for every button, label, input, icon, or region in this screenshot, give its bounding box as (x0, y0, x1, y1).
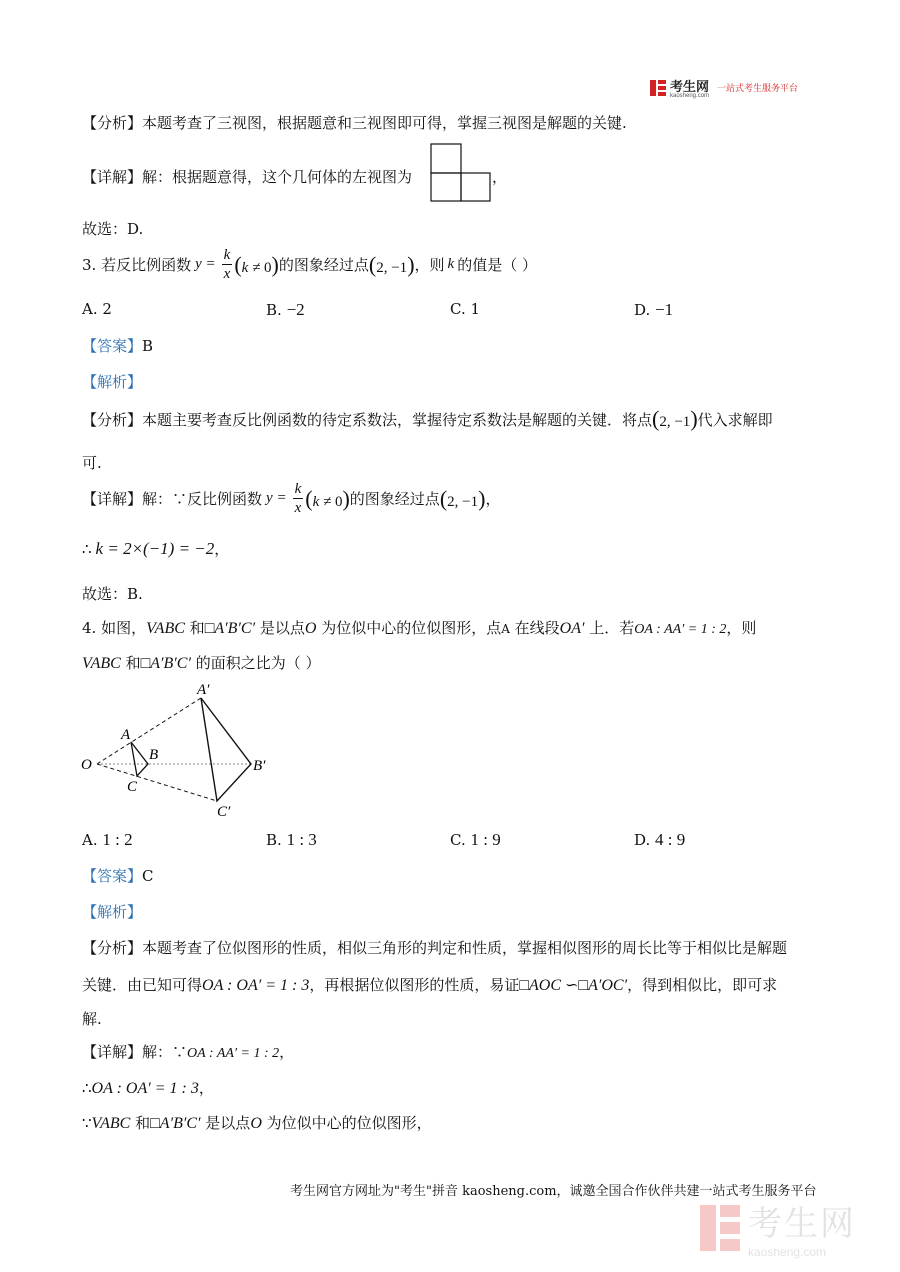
q3-func: y = (195, 256, 216, 272)
q4-option-a-letter: A. (82, 831, 98, 849)
header-slogan: 一站式考生服务平台 (717, 84, 799, 94)
ray-o-c2 (97, 764, 217, 801)
q3-analysis-2: 可. (82, 454, 102, 472)
triangle-a2b2c2-shape (201, 698, 251, 801)
q4-detail-2a: ∴ (82, 1079, 92, 1097)
q4-answer-value: C (142, 867, 154, 885)
q3-option-b-letter: B. (266, 301, 282, 319)
q3-choice: 故选：B. (82, 585, 143, 603)
q3-stem-c: ，则 (414, 256, 445, 274)
triangle-abc-shape (131, 742, 148, 776)
q2-detail (82, 166, 412, 187)
q4-option-b-letter: B. (266, 831, 282, 849)
q3-detail-func: y = (266, 490, 287, 506)
q4-detail-1c: ， (279, 1043, 295, 1061)
q4-triangle-abc: VABC (146, 620, 185, 637)
q4-segment-oa2: OA′ (559, 620, 585, 637)
logo-subtext: kaosheng.com (670, 93, 710, 99)
left-view-figure (430, 143, 492, 203)
q4-option-a-value: 1 : 2 (102, 830, 133, 849)
label-b: B (149, 747, 159, 763)
q4-stem-1i: 在线段 (509, 619, 560, 637)
left-view-bottom-left-square (431, 173, 461, 201)
q4-stem-1g: 为位似中心的位似图形，点 (316, 619, 502, 637)
q3-detail-line (82, 480, 500, 517)
q4-stem-2b: 和 (120, 654, 141, 672)
q4-option-c-letter: C. (450, 831, 466, 849)
q4-analysis-2d: □AOC ∽□A′OC′ (519, 977, 628, 994)
q3-point: (2, −1) (368, 251, 415, 277)
q4-analysis-2a: 关键．由已知可得 (82, 976, 203, 994)
q4-option-d (634, 830, 685, 850)
q4-detail-line3 (82, 1112, 432, 1133)
q3-step-tail: ， (214, 540, 230, 558)
q4-point-a: A (501, 622, 510, 636)
q4-analysis-line2 (82, 974, 777, 995)
q3-option-b-value: −2 (286, 300, 305, 319)
q4-option-b-value: 1 : 3 (286, 830, 317, 849)
q4-detail-line1 (82, 1041, 294, 1062)
q3-detail-c: ， (485, 490, 501, 508)
q3-analysis-1b: 代入求解即 (697, 410, 773, 429)
label-a: A (121, 727, 131, 743)
q3-fraction: $\frac{k}{x}$ (223, 247, 231, 282)
label-c: C (127, 779, 138, 795)
q4-option-b (266, 830, 317, 850)
q3-detail-condition: (k ≠ 0) (305, 485, 350, 511)
q3-detail-a: 【详解】解：∵反比例函数 (82, 490, 263, 508)
q3-analysis-line1 (82, 406, 773, 432)
q4-homothety-figure (75, 678, 275, 820)
q4-stem-2c: □A′B′C′ (140, 655, 191, 672)
q4-stem-1c: 和 (184, 619, 205, 637)
q4-analysis-2b: OA : OA′ = 1 : 3 (202, 977, 310, 994)
q4-parse-tag: 【解析】 (82, 903, 143, 921)
q4-detail-1b: OA : AA′ = 1 : 2 (187, 1046, 280, 1061)
q4-stem-1k: 上．若 (584, 619, 635, 637)
q4-stem-2d: 的面积之比为（ ） (190, 654, 321, 672)
q4-detail-3b: VABC (91, 1115, 131, 1132)
q4-detail-line2 (82, 1077, 214, 1098)
q4-detail-3f: O (250, 1115, 262, 1132)
q3-parse-tag: 【解析】 (82, 373, 143, 391)
q2-analysis: 【分析】本题考查了三视图，根据题意和三视图即可得，掌握三视图是解题的关键. (82, 114, 627, 132)
label-o: O (81, 757, 92, 773)
q3-detail-fraction: $\frac{k}{x}$ (294, 481, 302, 516)
q3-answer (82, 335, 153, 356)
q2-detail-suffix: ， (492, 168, 508, 186)
q3-analysis-1: 【分析】本题主要考查反比例函数的待定系数法，掌握待定系数法是解题的关键．将点 (82, 410, 653, 429)
q4-option-c-value: 1 : 9 (470, 830, 501, 849)
q4-detail-1a: 【详解】解：∵ (82, 1043, 188, 1061)
q4-analysis-3: 解. (82, 1010, 102, 1028)
q3-option-d-letter: D. (634, 301, 651, 319)
footer-text: 考生网官方网址为"考生"拼音 kaosheng.com，诚邀全国合作伙伴共建一站式考生服务平台 (290, 1184, 817, 1199)
q3-option-a: A. 2 (82, 300, 112, 318)
q3-analysis-point: (2, −1) (652, 406, 698, 431)
q4-stem-1a: 4. 如图， (82, 619, 147, 637)
q3-answer-value: B (142, 337, 154, 355)
q4-detail-2b: OA : OA′ = 1 : 3 (91, 1080, 199, 1097)
logo-text: 考生网 (670, 79, 710, 94)
left-view-bottom-right-square (461, 173, 490, 201)
label-a2: A′ (197, 682, 210, 698)
q4-detail-2c: ， (198, 1079, 214, 1097)
q4-detail-3e: 是以点 (200, 1114, 251, 1132)
q3-step-therefore: ∴ (82, 539, 92, 558)
label-c2: C′ (217, 804, 231, 820)
q2-choice: 故选：D. (82, 220, 144, 238)
q4-answer-tag: 【答案】 (82, 867, 143, 885)
q3-option-c: C. 1 (450, 300, 481, 318)
watermark (700, 1196, 856, 1259)
q3-answer-tag: 【答案】 (82, 337, 143, 355)
q4-analysis-2c: ，再根据位似图形的性质，易证 (309, 976, 520, 994)
left-view-top-square (431, 144, 461, 173)
logo-icon (650, 80, 666, 96)
q2-detail-prefix: 【详解】解：根据题意得，这个几何体的左视图为 (82, 168, 413, 186)
q3-stem-d: 的值是（ ） (457, 256, 537, 274)
q3-step-eq: k = 2×(−1) = −2 (95, 538, 215, 558)
q3-detail-b: 的图象经过点 (349, 490, 440, 508)
q3-step-line (82, 538, 229, 559)
label-b2: B′ (253, 758, 266, 774)
watermark-icon (700, 1205, 740, 1251)
watermark-subtext: kaosheng.com (748, 1245, 827, 1259)
q3-k: k (447, 256, 455, 272)
q4-stem-line1 (82, 617, 756, 638)
q3-condition: (k ≠ 0) (234, 251, 279, 277)
q3-stem-b: 的图象经过点 (278, 256, 369, 274)
q3-detail-point: (2, −1) (439, 485, 486, 511)
q4-option-d-letter: D. (634, 831, 651, 849)
q4-option-d-value: 4 : 9 (655, 830, 686, 849)
q3-option-d-value: −1 (655, 300, 674, 319)
q4-detail-3c: 和 (130, 1114, 151, 1132)
q4-stem-2a: VABC (82, 655, 121, 672)
q4-analysis-1: 【分析】本题考查了位似图形的性质，相似三角形的判定和性质，掌握相似图形的周长比等于相似比是解题 (82, 939, 788, 957)
q4-detail-3g: 为位似中心的位似图形， (261, 1114, 432, 1132)
q4-stem-line2 (82, 652, 321, 673)
q3-option-b (266, 300, 305, 320)
q4-stem-1m: ，则 (726, 619, 757, 637)
watermark-text: 考生网 (748, 1204, 856, 1244)
q3-stem-a: 3. 若反比例函数 (82, 256, 192, 274)
q4-stem-1e: 是以点 (255, 619, 305, 637)
q4-analysis-2e: ，得到相似比，即可求 (627, 976, 778, 994)
q4-detail-3a: ∵ (82, 1114, 92, 1132)
q4-option-c (450, 830, 501, 850)
q3-stem (82, 246, 537, 283)
q4-triangle-a2b2c2: □A′B′C′ (204, 620, 256, 637)
q4-ratio: OA : AA′ = 1 : 2 (634, 622, 727, 637)
q4-detail-3d: □A′B′C′ (150, 1115, 201, 1132)
q4-answer (82, 865, 154, 886)
q4-center-o: O (304, 620, 317, 637)
q4-option-a (82, 830, 133, 850)
q3-option-d (634, 300, 673, 320)
site-logo (650, 76, 798, 99)
